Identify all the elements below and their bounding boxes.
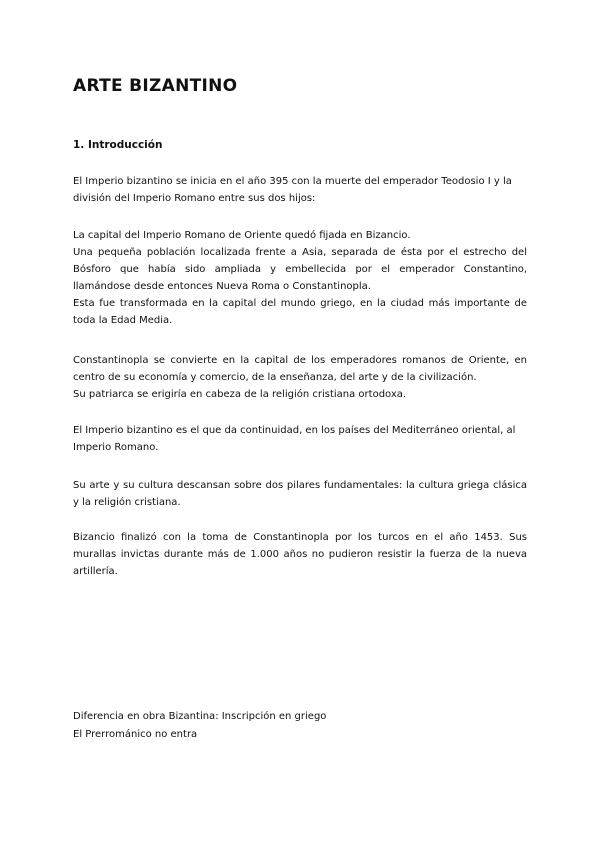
- paragraph-capital-line3: Esta fue transformada en la capital del mundo griego, en la ciudad más importante de toda la Edad Media.: [73, 298, 527, 326]
- paragraph-continuity: El Imperio bizantino es el que da continuidad, en los países del Mediterráneo oriental, al Imperio Romano.: [73, 425, 516, 453]
- section-heading: 1. Introducción: [73, 139, 163, 151]
- page-title: ARTE BIZANTINO: [73, 76, 238, 96]
- paragraph-capital-line2: Una pequeña población localizada frente a Asia, separada de ésta por el estrecho del Bósforo que había sido ampliada y embellecida por el emperador Constantino, llamándose desde entonces Nueva Roma o Constantinopla.: [73, 247, 527, 292]
- note-prerromanico: El Prerrománico no entra: [73, 729, 198, 740]
- paragraph-constantinopla: [73, 352, 527, 403]
- paragraph-capital: [73, 227, 527, 329]
- paragraph-culture: Su arte y su cultura descansan sobre dos pilares fundamentales: la cultura griega clásica y la religión cristiana.: [73, 480, 527, 508]
- paragraph-constantinopla-line1: Constantinopla se convierte en la capital de los emperadores romanos de Oriente, en centro de su economía y comercio, de la enseñanza, del arte y de la civilización.: [73, 355, 527, 383]
- paragraph-intro: El Imperio bizantino se inicia en el año 395 con la muerte del emperador Teodosio I y la división del Imperio Romano entre sus dos hijos:: [73, 176, 512, 204]
- paragraph-end: Bizancio finalizó con la toma de Constantinopla por los turcos en el año 1453. Sus murallas invictas durante más de 1.000 años no pudieron resistir la fuerza de la nueva artillería.: [73, 532, 527, 577]
- note-difference: Diferencia en obra Bizantina: Inscripción en griego: [73, 711, 327, 722]
- paragraph-capital-line1: La capital del Imperio Romano de Oriente quedó fijada en Bizancio.: [73, 230, 411, 241]
- paragraph-constantinopla-line2: Su patriarca se erigiría en cabeza de la religión cristiana ortodoxa.: [73, 389, 407, 400]
